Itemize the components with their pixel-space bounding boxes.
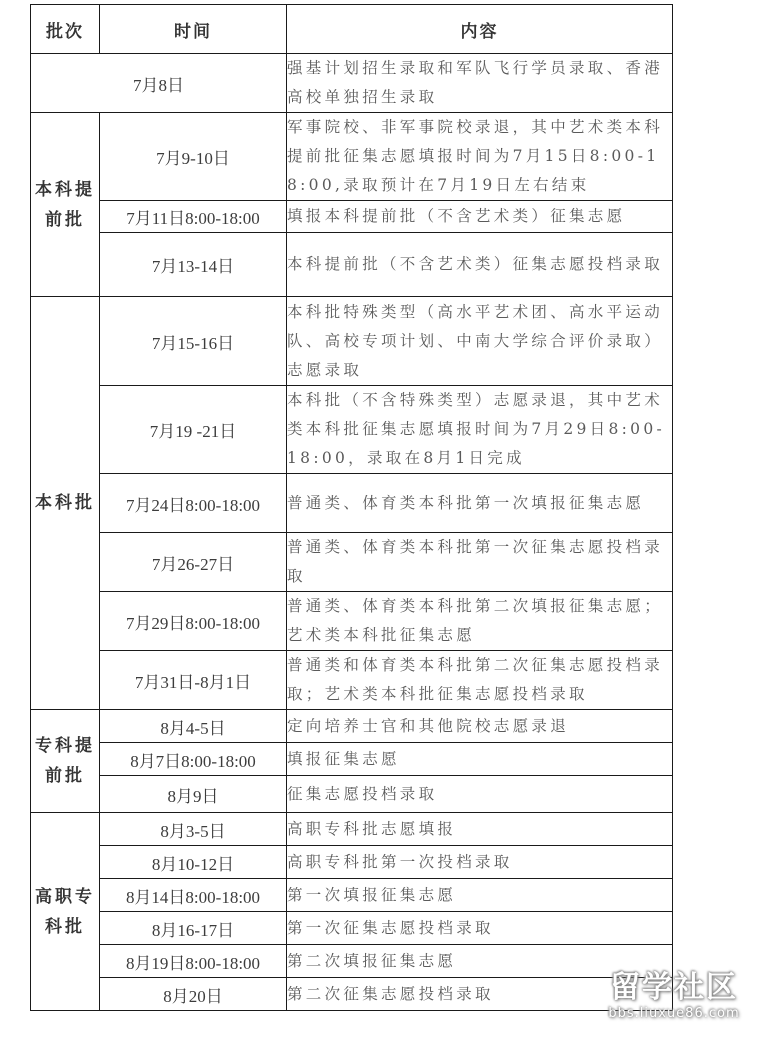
time-cell: 7月15-16日 — [100, 297, 287, 386]
time-cell: 8月20日 — [100, 978, 287, 1011]
table-row — [31, 710, 673, 743]
time-cell: 7月31日-8月1日 — [100, 651, 287, 710]
content-cell: 第二次征集志愿投档录取 — [287, 978, 673, 1011]
header-row — [31, 5, 673, 54]
table-row — [31, 533, 673, 592]
time-cell: 8月16-17日 — [100, 912, 287, 945]
header-batch: 批次 — [31, 5, 100, 54]
table-row — [31, 879, 673, 912]
time-cell: 7月19 -21日 — [100, 386, 287, 474]
time-cell: 8月9日 — [100, 776, 287, 813]
table-row — [31, 846, 673, 879]
content-cell: 本科批（不含特殊类型）志愿录退，其中艺术类本科批征集志愿填报时间为7月29日8:00-18:00，录取在8月1日完成 — [287, 386, 673, 474]
table-row — [31, 776, 673, 813]
content-cell: 强基计划招生录取和军队飞行学员录取、香港高校单独招生录取 — [287, 54, 673, 113]
content-cell: 军事院校、非军事院校录退，其中艺术类本科提前批征集志愿填报时间为7月15日8:00-18:00,录取预计在7月19日左右结束 — [287, 113, 673, 201]
batch-cell-undergrad: 本科批 — [31, 297, 100, 710]
content-cell: 普通类、体育类本科批第一次征集志愿投档录取 — [287, 533, 673, 592]
table-row — [31, 474, 673, 533]
time-cell: 8月10-12日 — [100, 846, 287, 879]
table-row — [31, 386, 673, 474]
header-time: 时间 — [100, 5, 287, 54]
time-cell: 8月4-5日 — [100, 710, 287, 743]
content-cell: 第一次征集志愿投档录取 — [287, 912, 673, 945]
content-cell: 本科提前批（不含艺术类）征集志愿投档录取 — [287, 233, 673, 297]
content-cell: 普通类和体育类本科批第二次征集志愿投档录取；艺术类本科批征集志愿投档录取 — [287, 651, 673, 710]
header-content: 内容 — [287, 5, 673, 54]
time-cell: 8月14日8:00-18:00 — [100, 879, 287, 912]
table-row — [31, 113, 673, 201]
content-cell: 定向培养士官和其他院校志愿录退 — [287, 710, 673, 743]
time-cell: 7月13-14日 — [100, 233, 287, 297]
batch-cell-undergrad-early: 本科提前批 — [31, 113, 100, 297]
content-cell: 征集志愿投档录取 — [287, 776, 673, 813]
table-row — [31, 297, 673, 386]
content-cell: 普通类、体育类本科批第二次填报征集志愿；艺术类本科批征集志愿 — [287, 592, 673, 651]
content-cell: 第一次填报征集志愿 — [287, 879, 673, 912]
time-cell: 7月29日8:00-18:00 — [100, 592, 287, 651]
time-cell: 8月19日8:00-18:00 — [100, 945, 287, 978]
time-cell: 7月26-27日 — [100, 533, 287, 592]
table-row — [31, 743, 673, 776]
time-cell: 7月8日 — [31, 54, 287, 113]
content-cell: 填报本科提前批（不含艺术类）征集志愿 — [287, 201, 673, 233]
content-cell: 第二次填报征集志愿 — [287, 945, 673, 978]
table-row — [31, 945, 673, 978]
content-cell: 填报征集志愿 — [287, 743, 673, 776]
content-cell: 本科批特殊类型（高水平艺术团、高水平运动队、高校专项计划、中南大学综合评价录取）志愿录取 — [287, 297, 673, 386]
content-cell: 普通类、体育类本科批第一次填报征集志愿 — [287, 474, 673, 533]
content-cell: 高职专科批志愿填报 — [287, 813, 673, 846]
time-cell: 7月24日8:00-18:00 — [100, 474, 287, 533]
batch-cell-vocational: 高职专科批 — [31, 813, 100, 1011]
table-row — [31, 978, 673, 1011]
time-cell: 8月3-5日 — [100, 813, 287, 846]
table-row — [31, 233, 673, 297]
table-row — [31, 651, 673, 710]
table-row — [31, 54, 673, 113]
watermark-logo-text: 留学社区 — [610, 970, 738, 1005]
table-row — [31, 912, 673, 945]
time-cell: 7月11日8:00-18:00 — [100, 201, 287, 233]
table-row — [31, 813, 673, 846]
content-cell: 高职专科批第一次投档录取 — [287, 846, 673, 879]
watermark-url: bbs.liuxue86.com — [608, 1006, 740, 1021]
table-row — [31, 592, 673, 651]
admission-schedule-table — [30, 4, 673, 1011]
batch-cell-junior-early: 专科提前批 — [31, 710, 100, 813]
table-row — [31, 201, 673, 233]
time-cell: 8月7日8:00-18:00 — [100, 743, 287, 776]
time-cell: 7月9-10日 — [100, 113, 287, 201]
